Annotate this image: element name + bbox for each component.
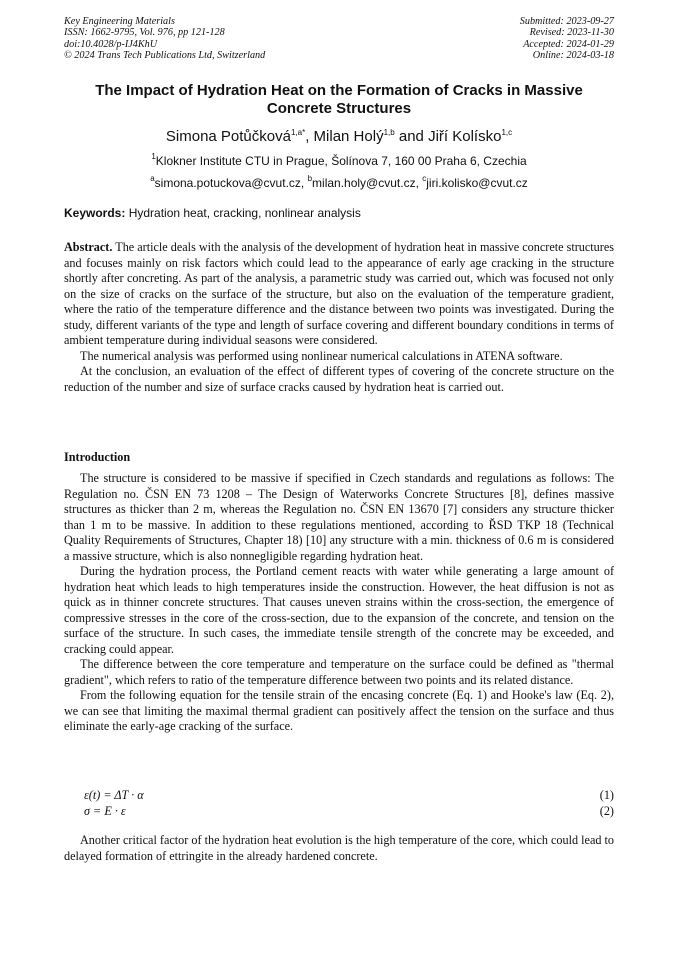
author-conjunction: and [394,128,429,145]
equation-expression: ε(t) = ΔT · α [84,788,144,802]
email-link[interactable]: simona.potuckova@cvut.cz [154,176,301,190]
email-marker: a [150,174,155,183]
date-accepted: Accepted: 2024-01-29 [523,38,614,50]
email-marker: b [307,174,313,183]
abstract-paragraph: The numerical analysis was performed using nonlinear numerical calculations in ATENA software. [80,348,563,363]
keywords [64,206,614,220]
equation-number: (1) [599,788,614,802]
date-revised: Revised: 2023-11-30 [529,27,614,39]
journal-copyright: © 2024 Trans Tech Publications Ltd, Switzerland [64,49,266,61]
keywords-text: Hydration heat, cracking, nonlinear analysis [125,206,361,220]
keywords-label: Keywords: [64,206,126,220]
affiliation-marker: 1 [151,152,156,161]
equation-number: (2) [599,804,614,818]
body-paragraph: From the following equation for the tensile strain of the encasing concrete (Eq. 1) and Hooke's law (Eq. 2), we can see that limiting the maximal thermal gradient can positively affect the tension on the surface and thus eliminate the early-age cracking of the surface. [64,688,614,733]
journal-issn: ISSN: 1662-9795, Vol. 976, pp 121-128 [64,27,225,39]
abstract-paragraph: Abstract. The article deals with the analysis of the development of hydration heat in massive concrete structures and focuses mainly on risk factors which could lead to the appearance of early age cracking in the structure shortly after concreting. As part of the analysis, a parametric study was carried out, which was focused not only on the size of cracks on the surface of the structure, but also on the evaluation of the temperature gradient, where the ratio of the temperature difference and the distance between two points was investigated. During the study, different variants of the type and length of surface covering and different boundary conditions in terms of ambient temperature during individual seasons were considered. [64,240,614,347]
author-affiliation-marker: 1,a* [290,128,306,137]
author-name: Jiří Kolísko [428,128,502,145]
email-link[interactable]: milan.holy@cvut.cz [312,176,416,190]
paper-title: The Impact of Hydration Heat on the Formation of Cracks in Massive Concrete Structures [95,82,583,117]
affiliation [64,150,614,168]
journal-name: Key Engineering Materials [64,16,175,27]
journal-doi: doi:10.4028/p-IJ4KhU [64,38,158,50]
date-submitted: Submitted: 2023-09-27 [519,16,614,27]
journal-header-right [520,16,614,61]
email-link[interactable]: jiri.kolisko@cvut.cz [426,176,528,190]
equation-expression: σ = E · ε [84,804,126,818]
abstract-label: Abstract. [64,240,113,254]
body-paragraph: The difference between the core temperature and temperature on the surface could be defined as "thermal gradient", which refers to ratio of the temperature difference between two points and its related distance. [64,657,614,687]
author-list [64,124,614,146]
author-affiliation-marker: 1,c [501,128,513,137]
abstract [64,240,614,395]
author-separator: , [305,128,314,145]
body-paragraph: The structure is considered to be massive if specified in Czech standards and regulations as follows: The Regulation no. ČSN EN 73 1208 – The Design of Waterworks Concrete Structures [8], defines massive structures as thicker than 2 m, whereas the Regulation no. ČSN EN 13670 [7] considers any structure thicker than 1 m to be massive. In addition to these regulations mentioned, according to ŘSD TKP 18 (Technical Quality Requirements of Structures, Chapter 18) [10] any structure with a min. thickness of 0.6 m is considered a massive structure, which is also nonnegligible regarding hydration heat. [64,471,614,563]
equation [84,788,614,804]
author-emails: $^a$simona.potuckova@cvut.cz, $^b$milan.holy@cvut.cz, $^c$jiri.kolisko@cvut.cz [150,174,528,190]
affiliation-text: Klokner Institute CTU in Prague, Šolínova 7, 160 00 Praha 6, Czechia [155,154,527,168]
section-heading: Introduction [64,450,131,464]
equation [84,804,614,820]
body-paragraph: During the hydration process, the Portland cement reacts with water while generating a large amount of hydration heat which leads to high temperatures inside the construction. However, the heat diffusion is not as quick as in thinner concrete structures. That causes uneven strains within the cross-section, the emergence of compressive stresses in the core of the cross-section, due to the expansion of the concrete, and tension on the surface of the structure. In such cases, the immediate tensile strength of the concrete may be exceeded, and cracking could appear. [64,564,614,656]
author-affiliation-marker: 1,b [383,128,395,137]
author-name: Simona Potůčková [165,128,291,145]
closing-section [64,833,614,864]
abstract-paragraph: At the conclusion, an evaluation of the effect of different types of covering of the concrete structure on the reduction of the number and size of surface cracks caused by hydration heat is carried out. [64,364,614,394]
author-name: Milan Holý [313,128,384,145]
email-marker: c [422,174,427,183]
journal-header-left [64,16,265,61]
body-paragraph: Another critical factor of the hydration heat evolution is the high temperature of the core, which could lead to delayed formation of ettringite in the already hardened concrete. [64,833,614,863]
date-online: Online: 2024-03-18 [532,49,614,61]
introduction-body [64,471,614,735]
